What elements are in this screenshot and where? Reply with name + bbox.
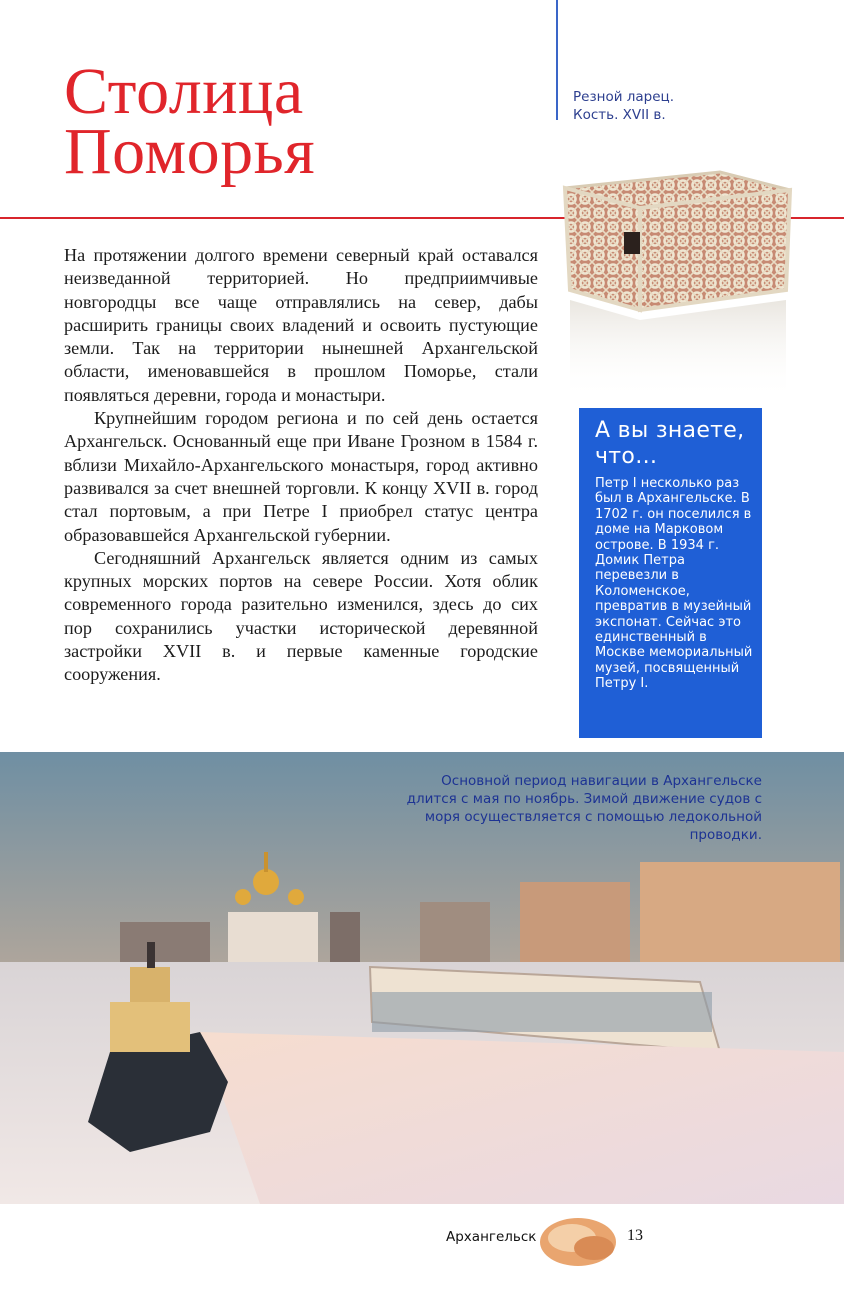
did-you-know-box [579, 408, 762, 738]
did-you-know-text: Петр I несколько раз был в Архангельске. В 1702 г. он поселился в доме на Марковом острове. В 1934 г. Домик Петра перевезли в Коломенское, превратив в музейный экспонат. Сейчас это единственный в Москве мемориальный музей, посвященный Петру I. [595, 476, 753, 692]
page-number: 13 [627, 1227, 643, 1244]
title-line-1: Столица [64, 55, 304, 128]
top-vertical-rule [556, 0, 558, 120]
casket-caption-line-2: Кость. XVII в. [573, 107, 666, 123]
page-title [64, 55, 316, 188]
carved-casket-image [550, 150, 800, 410]
photo-caption: Основной период навигации в Архангельске длится с мая по ноябрь. Зимой движение судов с моря осуществляется с помощью ледокольной проводки. [406, 773, 762, 843]
paragraph-1: На протяжении долгого времени северный край оставался неизведанной территорией. Но предприимчивые новгородцы все чаще отправлялись на север, дабы расширить границы своих владений и освоить пустующие земли. Так на территории нынешней Архангельской области, именовавшейся в прошлом Поморье, стали появляться деревни, города и монастыри. [64, 245, 538, 405]
paragraph-2: Крупнейшим городом региона и по сей день остается Архангельск. Основанный еще при Иване Грозном в 1584 г. вблизи Михайло-Архангельского монастыря, город активно развивался за счет внешней торговли. К концу XVII в. город стал портовым, а при Петре I приобрел статус центра образовавшейся Архангельской губернии. [64, 408, 538, 545]
casket-caption-line-1: Резной ларец. [573, 89, 675, 105]
footer-section-label: Архангельск [446, 1229, 537, 1245]
shell-emblem-image [530, 1208, 630, 1274]
title-line-2: Поморья [64, 115, 316, 188]
did-you-know-title [595, 418, 762, 470]
casket-caption [573, 88, 813, 124]
body-text [64, 244, 538, 687]
paragraph-3: Сегодняшний Архангельск является одним из самых крупных морских портов на севере России. Хотя облик современного города разительно изменился, здесь до сих пор сохранились участки исторической деревянной застройки XVII в. и первые каменные городские сооружения. [64, 547, 538, 685]
did-you-know-title-line-2: что… [595, 444, 658, 469]
did-you-know-title-line-1: А вы знаете, [595, 418, 745, 443]
